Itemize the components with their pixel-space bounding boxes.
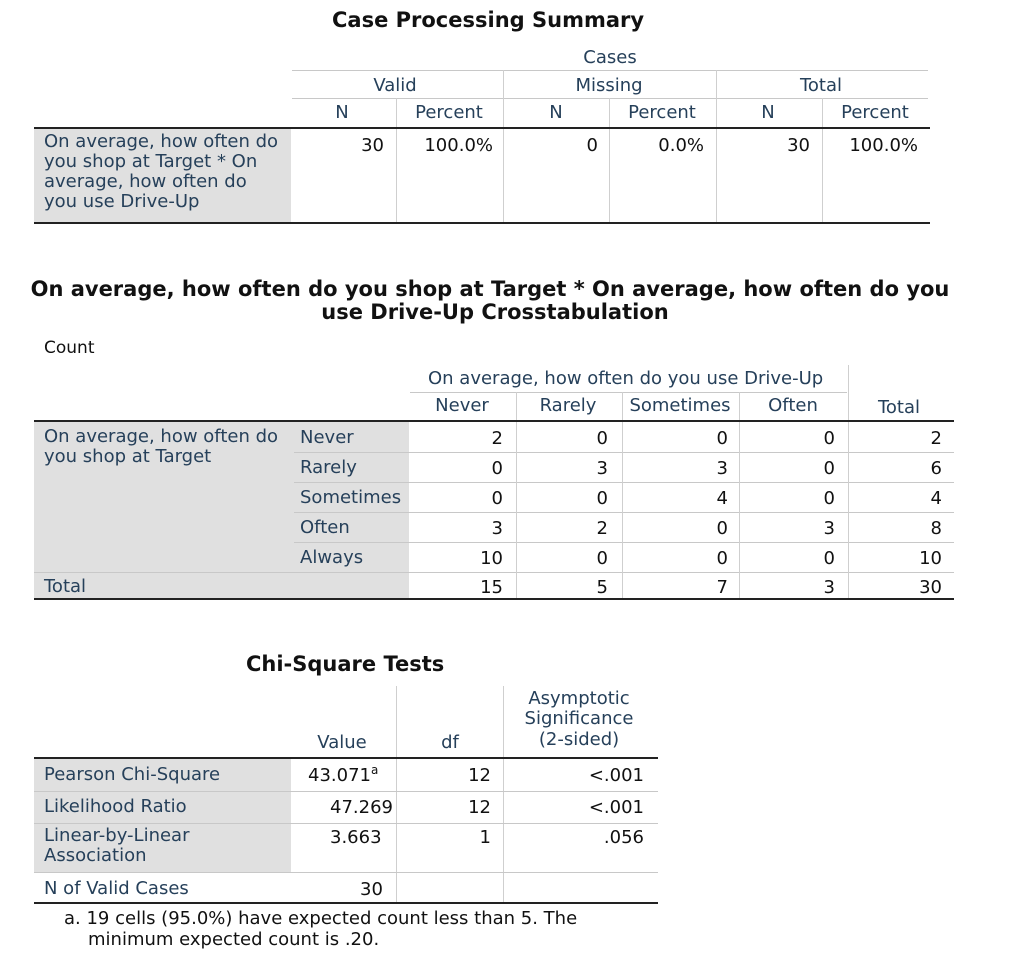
cell: 2 xyxy=(930,428,942,449)
cell: 0 xyxy=(491,488,503,509)
n-header: N xyxy=(761,102,775,123)
footnote-marker: a xyxy=(370,763,379,777)
total-n-value: 30 xyxy=(787,135,810,156)
cell: 0 xyxy=(823,458,835,479)
cell: 0 xyxy=(596,428,608,449)
row-variable-label: On average, how often do you shop at Target xyxy=(44,426,279,467)
missing-percent-value: 0.0% xyxy=(658,135,704,156)
cell: 0 xyxy=(823,488,835,509)
valid-percent-value: 100.0% xyxy=(424,135,493,156)
cell: 8 xyxy=(930,518,942,539)
crosstab-title-line1: On average, how often do you shop at Target * On average, how often do you xyxy=(30,277,950,301)
cell: 0 xyxy=(491,458,503,479)
test-sig: .056 xyxy=(603,827,644,848)
cell: 0 xyxy=(596,488,608,509)
total-header: Total xyxy=(799,75,843,96)
cell: 10 xyxy=(480,548,503,569)
case-summary-row-label: On average, how often do you shop at Target * On average, how often do you use Drive-Up xyxy=(44,131,279,212)
test-value: 3.663 xyxy=(330,827,382,848)
percent-header: Percent xyxy=(415,102,483,123)
col-header-often: Often xyxy=(768,395,818,416)
test-value xyxy=(308,763,378,786)
row-label-often: Often xyxy=(300,517,350,538)
row-label-rarely: Rarely xyxy=(300,457,357,478)
percent-header: Percent xyxy=(841,102,909,123)
df-header: df xyxy=(441,732,459,753)
footnote-line2: minimum expected count is .20. xyxy=(88,929,380,950)
test-label: Pearson Chi-Square xyxy=(44,764,221,785)
col-header-rarely: Rarely xyxy=(539,395,597,416)
cell: 15 xyxy=(480,577,503,598)
cell: 0 xyxy=(716,518,728,539)
total-row-label: Total xyxy=(44,576,87,597)
col-header-total: Total xyxy=(877,397,921,418)
test-label: Likelihood Ratio xyxy=(44,796,187,817)
test-df: 1 xyxy=(479,827,491,848)
total-percent-value: 100.0% xyxy=(849,135,918,156)
cell: 0 xyxy=(716,428,728,449)
sig-header-line1: Asymptotic xyxy=(528,688,630,709)
cell: 3 xyxy=(823,518,835,539)
cell: 6 xyxy=(930,458,942,479)
valid-n-value: 30 xyxy=(361,135,384,156)
cases-header: Cases xyxy=(583,47,637,68)
cell: 7 xyxy=(716,577,728,598)
cell: 0 xyxy=(823,428,835,449)
n-header: N xyxy=(549,102,563,123)
valid-header: Valid xyxy=(373,75,417,96)
valid-cases-label: N of Valid Cases xyxy=(44,878,189,899)
test-value: 47.269 xyxy=(330,797,393,818)
cell: 2 xyxy=(596,518,608,539)
cell: 30 xyxy=(919,577,942,598)
cell: 3 xyxy=(716,458,728,479)
footnote-line1: a. 19 cells (95.0%) have expected count less than 5. The xyxy=(64,908,578,929)
cell: 2 xyxy=(491,428,503,449)
test-sig: <.001 xyxy=(588,765,644,786)
valid-cases-value: 30 xyxy=(360,879,383,900)
cell: 4 xyxy=(930,488,942,509)
sig-header-line3: (2-sided) xyxy=(538,729,620,750)
row-label-never: Never xyxy=(300,427,354,448)
test-sig: <.001 xyxy=(588,797,644,818)
test-value-number: 43.071 xyxy=(308,765,371,786)
column-variable-header: On average, how often do you use Drive-Up xyxy=(428,368,824,389)
cell: 3 xyxy=(596,458,608,479)
crosstab-title-line2: use Drive-Up Crosstabulation xyxy=(321,300,669,324)
value-header: Value xyxy=(317,732,367,753)
count-label: Count xyxy=(44,338,95,358)
cell: 0 xyxy=(716,548,728,569)
test-label-line1: Linear-by-Linear xyxy=(44,825,190,846)
cell: 4 xyxy=(716,488,728,509)
percent-header: Percent xyxy=(628,102,696,123)
sig-header-line2: Significance xyxy=(524,708,634,729)
cell: 0 xyxy=(596,548,608,569)
test-df: 12 xyxy=(468,797,491,818)
cell: 10 xyxy=(919,548,942,569)
row-label-sometimes: Sometimes xyxy=(300,487,402,508)
case-summary-title: Case Processing Summary xyxy=(332,8,645,32)
cell: 3 xyxy=(491,518,503,539)
missing-n-value: 0 xyxy=(586,135,598,156)
cell: 3 xyxy=(823,577,835,598)
col-header-sometimes: Sometimes xyxy=(629,395,731,416)
cell: 5 xyxy=(596,577,608,598)
col-header-never: Never xyxy=(435,395,489,416)
missing-header: Missing xyxy=(575,75,643,96)
row-label-always: Always xyxy=(300,547,364,568)
chi-square-title: Chi-Square Tests xyxy=(246,652,445,676)
n-header: N xyxy=(335,102,349,123)
cell: 0 xyxy=(823,548,835,569)
test-df: 12 xyxy=(468,765,491,786)
test-label-line2: Association xyxy=(44,845,147,866)
